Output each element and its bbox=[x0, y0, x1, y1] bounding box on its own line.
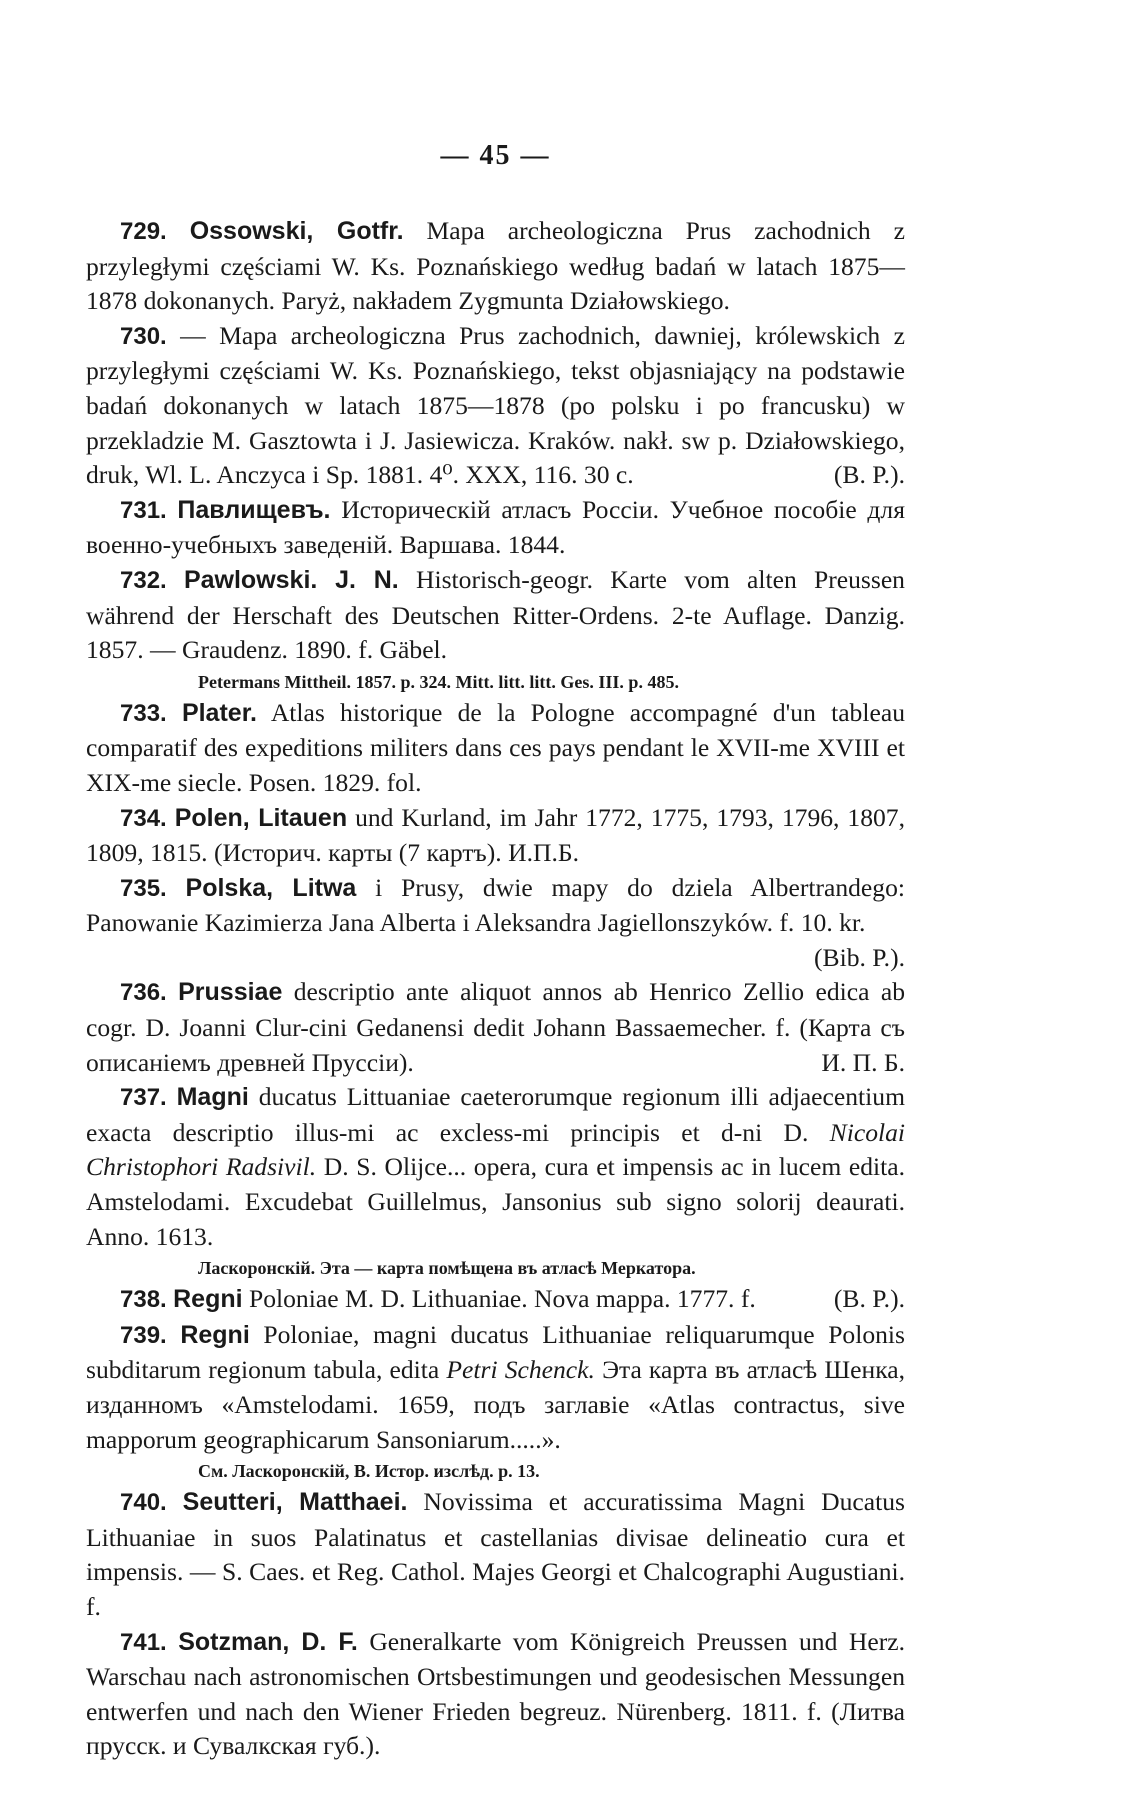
entry-736 bbox=[86, 975, 905, 1080]
entry-author: Sotzman, D. F. bbox=[178, 1627, 358, 1656]
entry-730 bbox=[86, 319, 905, 493]
entry-text: descriptio ante aliquot annos ab Henrico Zellio edica ab cogr. D. Joanni Clur-cini Gedanensi dedit Johann Bassaemecher. f. (Карта съ описаніемъ древней Пруссіи). bbox=[86, 977, 905, 1077]
entry-author: Plater. bbox=[181, 698, 257, 727]
entry-title: Regni bbox=[180, 1320, 250, 1349]
entry-number: 737. bbox=[120, 1084, 167, 1112]
page-number: — 45 — bbox=[440, 140, 551, 171]
entry-italic-name: Nicolai Christophori Radsivil. bbox=[86, 1117, 906, 1182]
entry-text: Эта карта въ атласѣ Шенка, изданномъ «Amstelodami. 1659, подъ заглавіе «Atlas contractus, sive mapporum geographicarum Sansoniarum.....». bbox=[86, 1355, 905, 1454]
entry-text: — Mapa archeologiczna Prus zachodnich, dawniej, królewskich z przyległymi częściami W. Ks. Poznańskiego, tekst objasniający na podstawie badań dokonanych w latach 1875—1878 (po polsku i po francusku) w przekladzie M. Gasztowta i J. Jasiewicza. Kraków. nakł. sw p. Działowskiego, druk, Wl. L. Anczyca i Sp. 1881. 4⁰. XXX, 116. 30 c. bbox=[86, 320, 905, 490]
entry-note: См. Ласкоронскій, В. Истор. изслѣд. р. 13. bbox=[198, 1461, 540, 1482]
entry-740 bbox=[86, 1485, 905, 1624]
entry-reference: (B. P.). bbox=[833, 1284, 905, 1314]
entry-number: 738. bbox=[120, 1286, 167, 1314]
entry-741 bbox=[86, 1625, 905, 1764]
entry-list bbox=[86, 214, 905, 1764]
entry-number: 739. bbox=[120, 1321, 167, 1349]
entry-title: Polska, Litwa bbox=[185, 873, 357, 902]
entry-number: 734. bbox=[120, 804, 167, 832]
entry-text: Generalkarte vom Königreich Preussen und Herz. Warschau nach astronomischen Ortsbestimungen und geodesischen Messungen entwerfen und nach den Wiener Frieden begreuz. Nürenberg. 1811. f. (Литва прусск. и Сувалкская губ.). bbox=[86, 1626, 905, 1761]
entry-738 bbox=[86, 1282, 905, 1318]
entry-reference: (B. P.). bbox=[833, 460, 905, 490]
entry-text: und Kurland, im Jahr 1772, 1775, 1793, 1796, 1807, 1809, 1815. (Историч. карты (7 картъ). И.П.Б. bbox=[86, 802, 905, 868]
entry-text: D. S. Olijce... opera, cura et impensis ac in lucem edita. Amstelodami. Excudebat Guillelmus, Jansonius sub signo solorij deaurati. Anno. 1613. bbox=[86, 1152, 906, 1251]
entry-text: ducatus Littuaniae caeterorumque regionum illi adjaecentium exacta descriptio illus-mi ac excless-mi principis et d-ni D. bbox=[86, 1082, 905, 1147]
entry-729 bbox=[86, 214, 905, 319]
entry-title: Prussiae bbox=[178, 978, 283, 1007]
entry-text: Historisch-geogr. Karte vom alten Preussen während der Herschaft des Deutschen Ritter-Ordens. 2-te Auflage. Danzig. 1857. — Graudenz. 1890. f. Gäbel. bbox=[86, 564, 905, 665]
entry-number: 740. bbox=[120, 1489, 167, 1517]
entry-737 bbox=[86, 1080, 905, 1254]
entry-text: i Prusy, dwie mapy do dziela Albertrandego: Panowanie Kazimierza Jana Alberta i Aleksandra Jagiellonszyków. f. 10. kr. bbox=[86, 872, 905, 938]
entry-text: Poloniae M. D. Lithuaniae. Nova mappa. 1777. f. bbox=[248, 1284, 756, 1314]
entry-author: Seutteri, Matthaei. bbox=[182, 1488, 408, 1517]
entry-reference: И. П. Б. bbox=[821, 1047, 905, 1077]
entry-text: Poloniae, magni ducatus Lithuaniae reliquarumque Polonis subditarum regionum tabula, edita bbox=[86, 1319, 905, 1385]
entry-number: 741. bbox=[120, 1628, 167, 1656]
entry-italic-name: Petri Schenck. bbox=[446, 1355, 595, 1385]
entry-735 bbox=[86, 871, 905, 976]
entry-733 bbox=[86, 696, 905, 801]
entry-author: Pawlowski. J. N. bbox=[183, 565, 399, 594]
entry-text: Mapa archeologiczna Prus zachodnich z przyległymi częściami W. Ks. Poznańskiego według badań w latach 1875—1878 dokonanych. Paryż, nakładem Zygmunta Działowskiego. bbox=[86, 216, 906, 316]
entry-number: 735. bbox=[120, 874, 167, 902]
entry-734 bbox=[86, 801, 905, 871]
entry-731 bbox=[86, 493, 905, 563]
entry-number: 736. bbox=[120, 979, 167, 1007]
entry-number: 729. bbox=[120, 218, 167, 245]
entry-739 bbox=[86, 1318, 905, 1457]
entry-author: Ossowski, Gotfr. bbox=[189, 217, 404, 245]
entry-text: Novissima et accuratissima Magni Ducatus Lithuaniae in suos Palatinatus et castellanias divisae delineatio cura et impensis. — S. Caes. et Reg. Cathol. Majes Georgi et Chalcographi Augustiani. f. bbox=[86, 1487, 905, 1621]
entry-text: Atlas historique de la Pologne accompagné d'un tableau comparatif des expeditions militers dans ces pays pendant le XVII-me XVIII et XIX-me siecle. Posen. 1829. fol. bbox=[86, 697, 905, 797]
entry-732 bbox=[86, 563, 905, 668]
entry-author: Павлищевъ. bbox=[177, 495, 331, 524]
entry-title: Regni bbox=[173, 1285, 243, 1314]
entry-number: 731. bbox=[120, 496, 167, 524]
entry-number: 733. bbox=[120, 699, 167, 727]
entry-title: Polen, Litauen bbox=[174, 803, 348, 832]
entry-title: Magni bbox=[176, 1083, 249, 1112]
entry-number: 730. bbox=[120, 322, 167, 350]
entry-reference: (Bib. P.). bbox=[813, 942, 905, 972]
entry-note: Petermans Mittheil. 1857. p. 324. Mitt. litt. litt. Ges. III. p. 485. bbox=[198, 671, 679, 692]
entry-text: Историческій атласъ Россіи. Учебное пособіе для военно-учебныхъ заведеній. Варшава. 1844. bbox=[86, 494, 905, 560]
entry-note: Ласкоронскій. Эта — карта помѣщена въ атласѣ Меркатора. bbox=[198, 1258, 696, 1279]
entry-number: 732. bbox=[120, 566, 167, 594]
